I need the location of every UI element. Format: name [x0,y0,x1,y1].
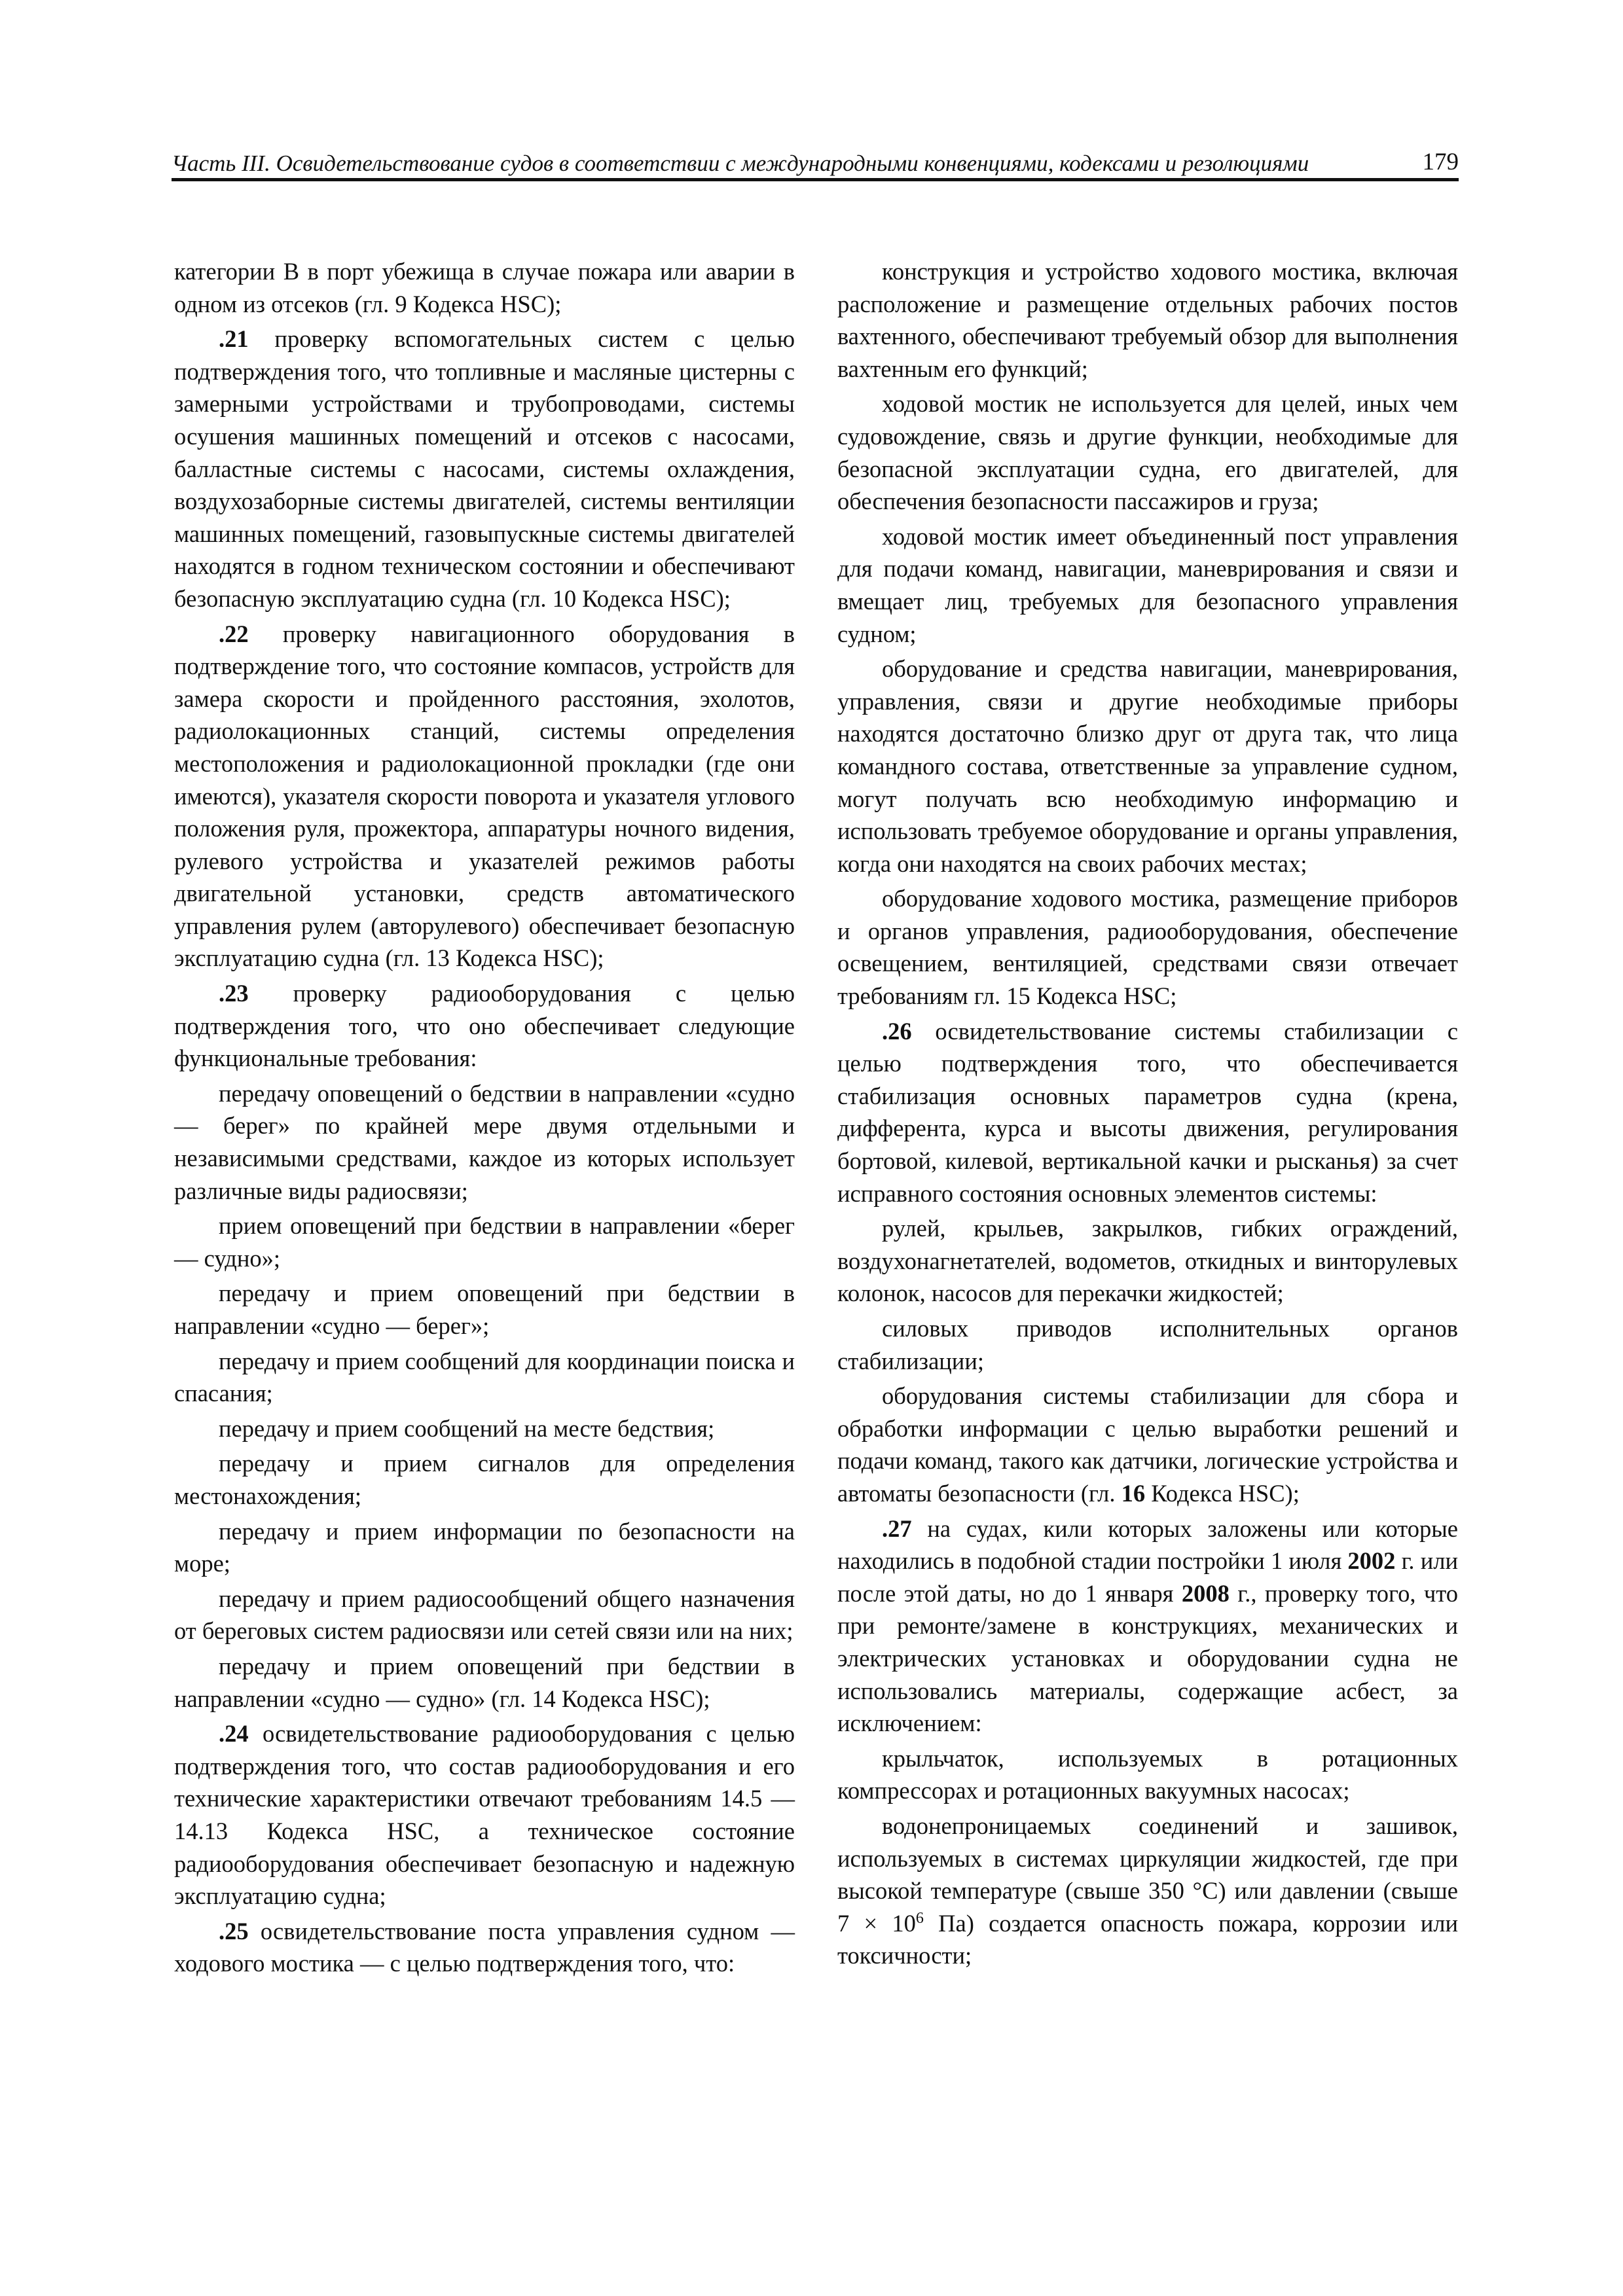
item-number: .25 [219,1917,249,1945]
page-number: 179 [1422,149,1459,175]
paragraph: крыльчаток, используемых в ротационных компрессорах и ротационных вакуумных насосах; [837,1744,1458,1804]
paragraph-25: .25 освидетельствование поста управления судном — ходового мостика — с целью подтверждения того, что: [174,1917,795,1977]
paragraph-23: .23 проверку радиооборудования с целью подтверждения того, что оно обеспечивает следующие функциональные требования: [174,980,795,1072]
paragraph-26: .26 освидетельствование системы стабилизации с целью подтверждения того, что обеспечивается стабилизация основных параметров судна (крена, дифферента, курса и высоты движения, регулирования бортовой, килевой, вертикальной качки и рысканья) за счет исправного состояния основных элементов системы: [837,1017,1458,1207]
paragraph: рулей, крыльев, закрылков, гибких ограждений, воздухонагнетателей, водометов, откидных и винторулевых колонок, насосов для перекачки жидкостей; [837,1215,1458,1307]
paragraph: передачу и прием сообщений на месте бедствия; [219,1414,715,1442]
paragraph: оборудование и средства навигации, маневрирования, управления, связи и другие необходимые приборы находятся достаточно близко друг от друга так, что лица командного состава, ответственные за управление судном, могут получать всю необходимую информацию и использовать требуемое оборудование и органы управления, когда они находятся на своих рабочих местах; [837,655,1458,877]
paragraph: водонепроницаемых соединений и зашивок, используемых в системах циркуляции жидкостей, где при высокой температуре (свыше 350 °C) или давлении (свыше $7 \times 10^6$ Па) создается опасность пожара, коррозии или токсичности; [837,1812,1458,1969]
pressure-value: $7 \times 10^6$ [837,1909,924,1937]
item-number: .23 [219,980,249,1007]
paragraph: передачу и прием оповещений при бедствии в направлении «судно — судно» (гл. 14 Кодекса HSC); [174,1652,795,1712]
right-column [837,255,1458,1975]
paragraph: ходовой мостик не используется для целей, иных чем судовождение, связь и другие функции, необходимые для безопасной эксплуатации судна, его двигателей, для обеспечения безопасности пассажиров и груза; [837,390,1458,515]
item-number: .27 [882,1515,912,1542]
paragraph: передачу оповещений о бедствии в направлении «судно — берег» по крайней мере двумя отдельными и независимыми средствами, каждое из которых использует различные виды радиосвязи; [174,1079,795,1204]
header-divider [172,178,1459,181]
paragraph: передачу и прием информации по безопасности на море; [174,1517,795,1577]
paragraph: ходовой мостик имеет объединенный пост управления для подачи команд, навигации, маневрирования и связи и вмещает лиц, требуемых для безопасного управления судном; [837,522,1458,647]
paragraph-21: .21 проверку вспомогательных систем с целью подтверждения того, что топливные и масляные цистерны с замерными устройствами и трубопроводами, системы осушения машинных помещений и отсеков с насосами, балластные системы с насосами, системы охлаждения, воздухозаборные системы двигателей, системы вентиляции машинных помещений, газовыпускные системы двигателей находятся в годном техническом состоянии и обеспечивают безопасную эксплуатацию судна (гл. 10 Кодекса HSC); [174,325,795,612]
paragraph: конструкция и устройство ходового мостика, включая расположение и размещение отдельных рабочих постов вахтенного, обеспечивают требуемый обзор для выполнения вахтенным его функций; [837,258,1458,382]
item-number: .26 [882,1017,912,1045]
paragraph: передачу и прием сообщений для координации поиска и спасания; [174,1347,795,1407]
paragraph: передачу и прием радиосообщений общего назначения от береговых систем радиосвязи или сетей связи или на них; [174,1585,795,1645]
paragraph: категории В в порт убежища в случае пожара или аварии в одном из отсеков (гл. 9 Кодекса HSC); [174,258,795,317]
item-number: .21 [219,325,249,353]
paragraph: прием оповещений при бедствии в направлении «берег — судно»; [174,1212,795,1272]
paragraph-22: .22 проверку навигационного оборудования в подтверждение того, что состояние компасов, устройств для замера скорости и пройденного расстояния, эхолотов, радиолокационных станций, системы определения местоположения и радиолокационной прокладки (где они имеются), указателя скорости поворота и указателя углового положения руля, прожектора, аппаратуры ночного видения, рулевого устройства и указателей режимов работы двигательной установки, средств автоматического управления рулем (авторулевого) обеспечивает безопасную эксплуатацию судна (гл. 13 Кодекса HSC); [174,620,795,972]
left-column [174,255,795,1982]
paragraph-27: .27 на судах, кили которых заложены или которые находились в подобной стадии постройки 1 июля 2002 г. или после этой даты, но до 1 января 2008 г., проверку того, что при ремонте/замене в конструкциях, механических и электрических установках и оборудовании судна не использовались материалы, содержащие асбест, за исключением: [837,1515,1458,1737]
item-number: .24 [219,1720,249,1748]
paragraph-24: .24 освидетельствование радиооборудования с целью подтверждения того, что состав радиооборудования и его технические характеристики отвечают требованиям 14.5 — 14.13 Кодекса HSC, а техническое состояние радиооборудования обеспечивает безопасную и надежную эксплуатацию судна; [174,1720,795,1910]
running-header-title: Часть III. Освидетельствование судов в соответствии с международными конвенциями, кодексами и резолюциями [172,151,1309,176]
paragraph: передачу и прием сигналов для определения местонахождения; [174,1450,795,1509]
paragraph: передачу и прием оповещений при бедствии в направлении «судно — берег»; [174,1280,795,1339]
item-number: .22 [219,620,249,647]
paragraph: оборудования системы стабилизации для сбора и обработки информации с целью выработки решений и подачи команд, такого как датчики, логические устройства и автоматы безопасности (гл. 16 Кодекса HSC); [837,1382,1458,1507]
paragraph: силовых приводов исполнительных органов стабилизации; [837,1315,1458,1374]
paragraph: оборудование ходового мостика, размещение приборов и органов управления, радиооборудования, обеспечение освещением, вентиляцией, средствами связи отвечает требованиям гл. 15 Кодекса HSC; [837,885,1458,1010]
